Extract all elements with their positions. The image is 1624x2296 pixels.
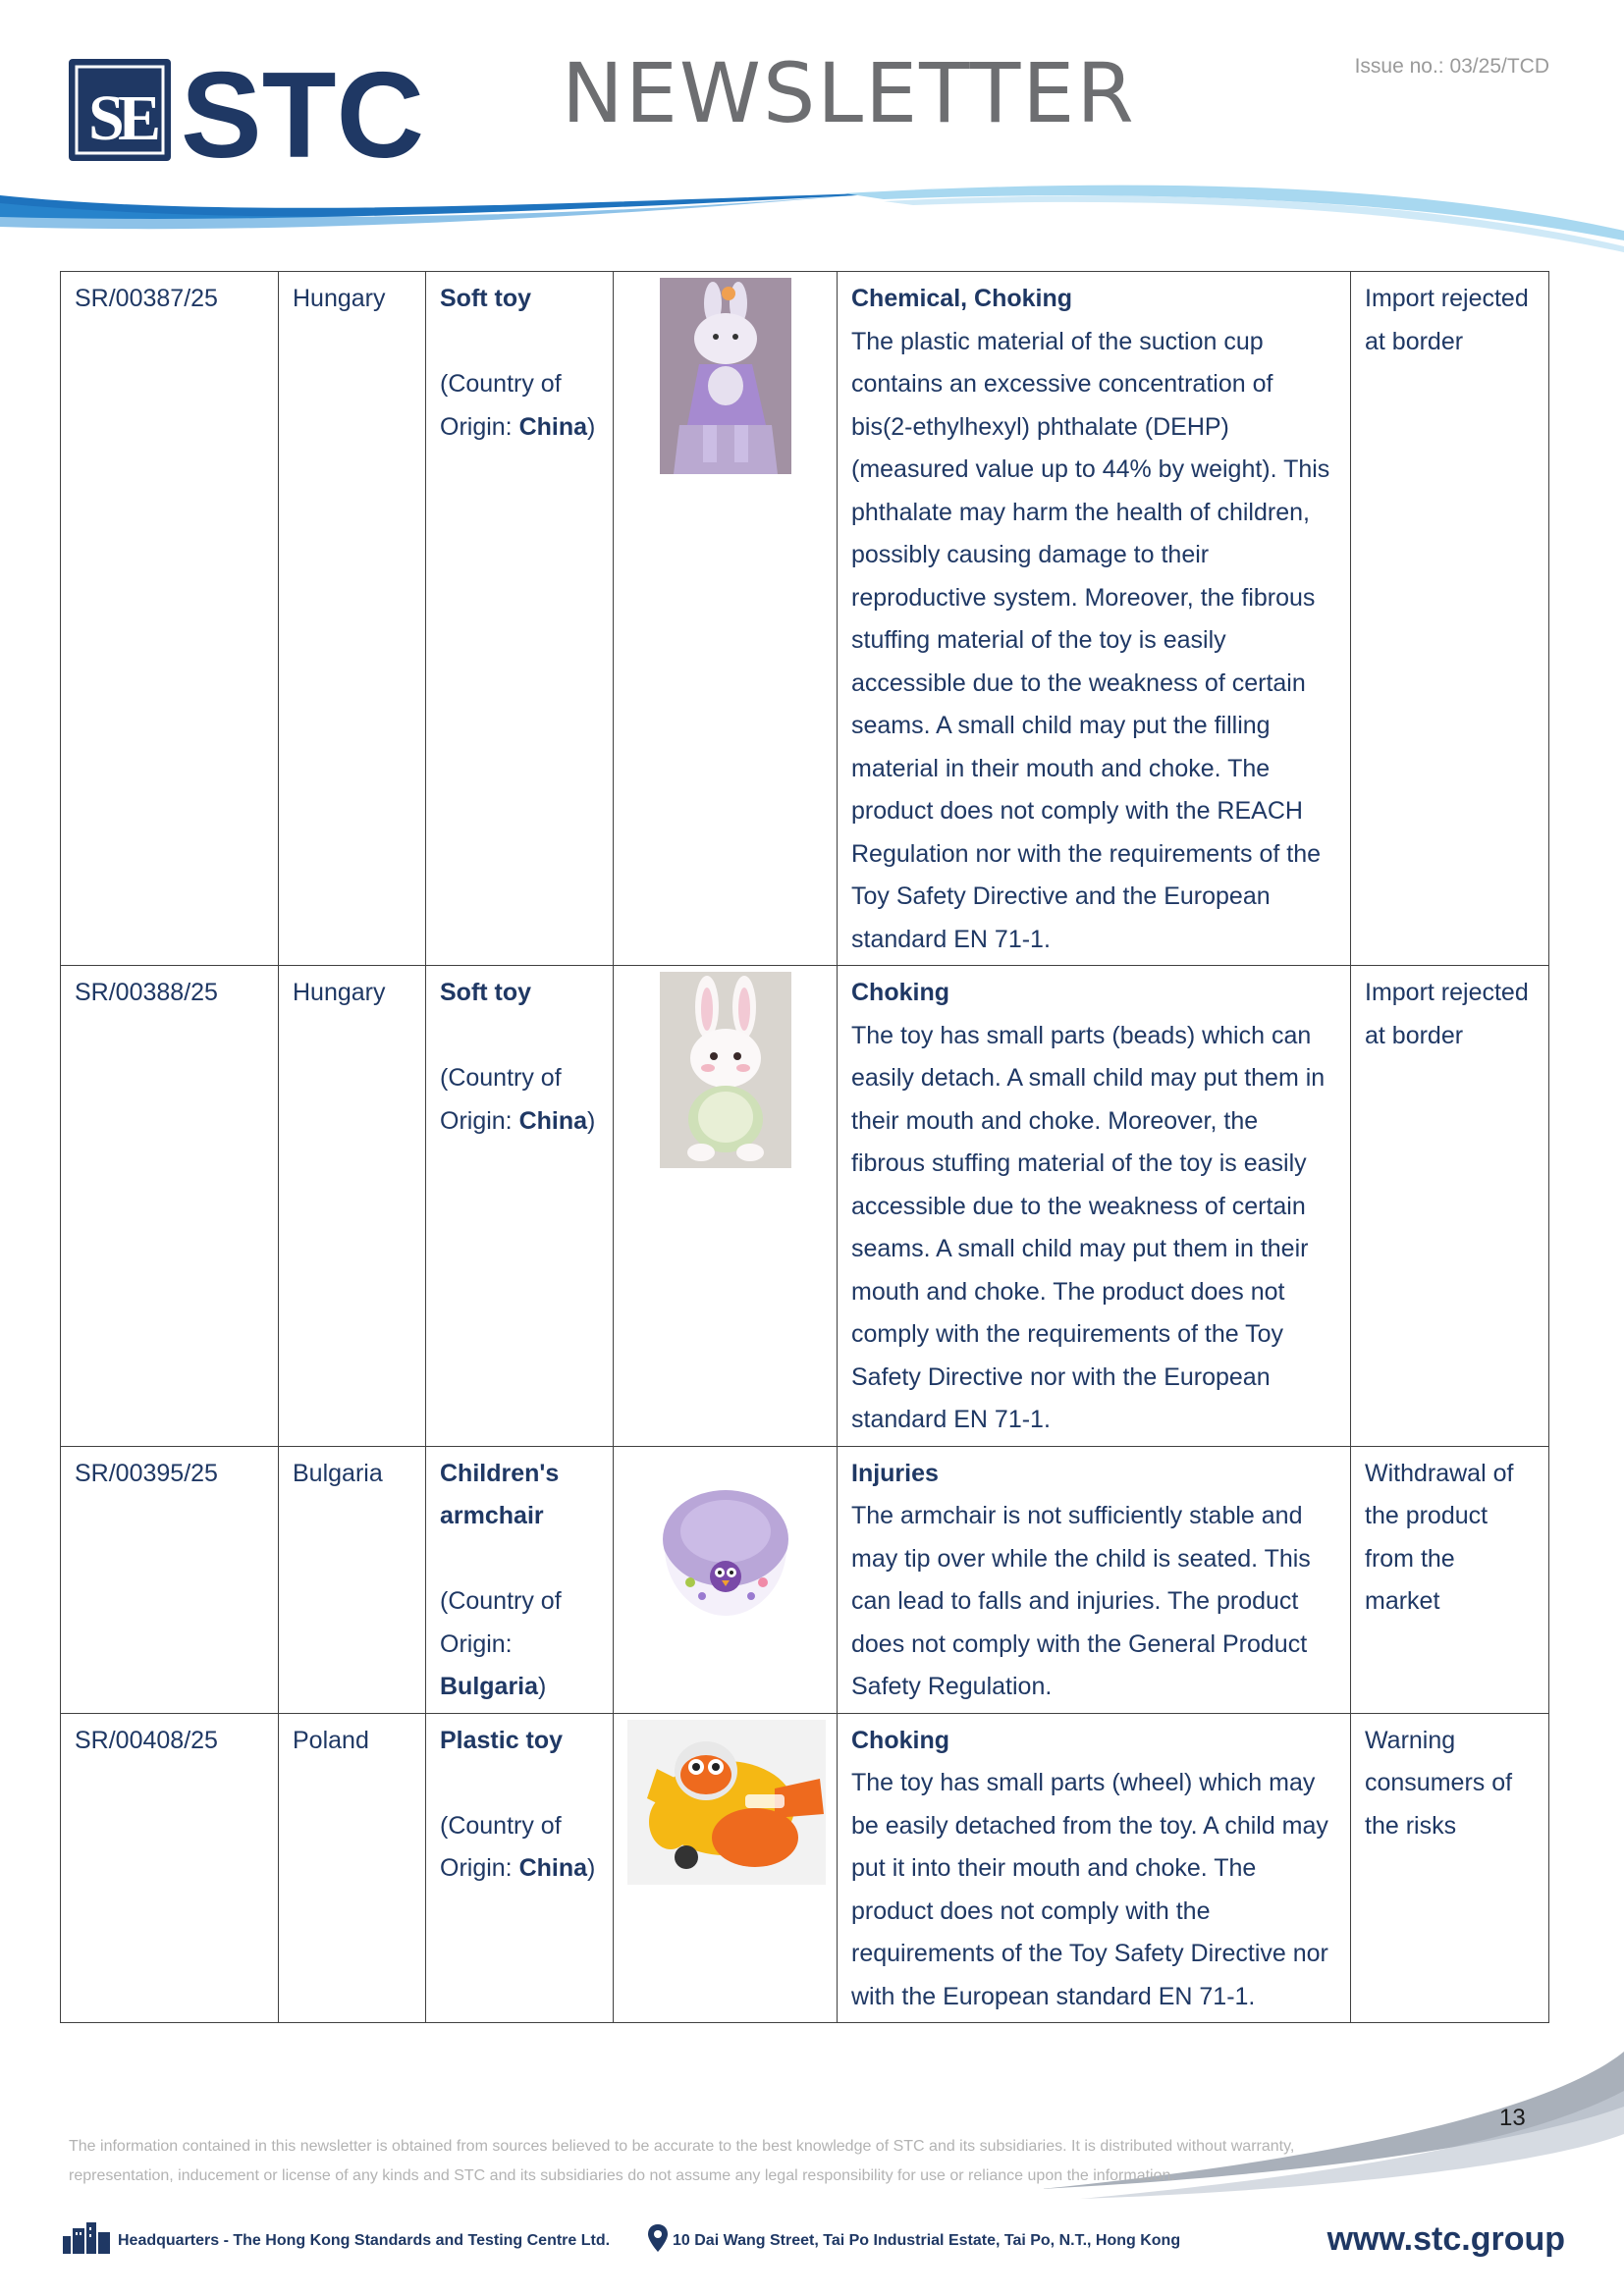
origin-country: China (518, 412, 588, 441)
product-name: Children's armchair (440, 1459, 560, 1529)
risk-description: The armchair is not sufficiently stable and may tip over while the child is seated. This can lead to falls and injuries. The product does not comply with the General Product Safety Regulation. (851, 1502, 1311, 1700)
country-cell: Poland (279, 1713, 426, 2023)
risk-type: Chemical, Choking (851, 285, 1073, 312)
stc-logo (67, 55, 460, 165)
building-icon (63, 2222, 112, 2259)
table-row (61, 272, 1549, 966)
disclaimer-text: The information contained in this newsletter is obtained from sources believed to be accurate to the best knowledge of STC and its subsidiaries. It is distributed without warranty, representation, inducement or license of any kinds and STC and its subsidiaries do not assume any legal responsibility for use or reliance upon the information. (69, 2138, 1295, 2184)
origin-prefix: (Country of Origin: (440, 1587, 562, 1658)
measure-cell: Withdrawal of the product from the market (1351, 1446, 1549, 1713)
origin-suffix: ) (538, 1673, 547, 1700)
origin-prefix: (Country of Origin: (440, 1811, 562, 1882)
product-name: Soft toy (440, 979, 532, 1006)
table-row (61, 1713, 1549, 2023)
product-cell (426, 272, 614, 966)
image-cell (614, 1713, 838, 2023)
origin-prefix: (Country of Origin: (440, 1064, 562, 1135)
toy-airplane-photo (627, 1720, 826, 1899)
footer-contact-bar (63, 2220, 1565, 2260)
newsletter-title: NEWSLETTER (562, 45, 1136, 141)
origin-country: China (518, 1106, 588, 1135)
table-row (61, 1446, 1549, 1713)
product-cell (426, 966, 614, 1447)
white-bunny-plush-photo (660, 972, 791, 1183)
product-cell (426, 1713, 614, 2023)
origin-suffix: ) (587, 1106, 596, 1135)
risk-description: The toy has small parts (beads) which can easily detach. A small child may put them in their mouth and choke. Moreover, the fibrous stuffing material of the toy is easily accessible due to the weakness of certain seams. A small child may put them in their mouth and choke. The product does not comply with the requirements of the Toy Safety Directive nor with the European standard EN 71-1. (851, 1021, 1326, 1433)
website-link[interactable]: www.stc.group (1326, 2220, 1565, 2258)
recall-table (60, 271, 1549, 2023)
risk-cell (838, 1713, 1351, 2023)
reference-cell: SR/00387/25 (61, 272, 279, 966)
purple-baby-armchair-photo (647, 1480, 804, 1642)
issue-number: Issue no.: 03/25/TCD (1354, 55, 1549, 78)
risk-cell (838, 966, 1351, 1447)
header-wave-decoration (0, 182, 1624, 260)
origin-suffix: ) (587, 1854, 596, 1882)
measure-cell: Import rejected at border (1351, 966, 1549, 1447)
reference-cell: SR/00388/25 (61, 966, 279, 1447)
logo-text: STC (181, 55, 424, 165)
origin-country: Bulgaria (440, 1673, 539, 1700)
svg-text:S: S (88, 82, 125, 154)
risk-description: The plastic material of the suction cup contains an excessive concentration of bis(2-ethylhexyl) phthalate (DEHP) (measured value up to 44% by weight). This phthalate may harm the health of children, possibly causing damage to their reproductive system. Moreover, the fibrous stuffing material of the toy is easily accessible due to the weakness of certain seams. A small child may put the filling material in their mouth and choke. The product does not comply with the REACH Regulation nor with the requirements of the Toy Safety Directive and the European standard EN 71-1. (851, 327, 1330, 953)
country-cell: Bulgaria (279, 1446, 426, 1713)
risk-cell (838, 1446, 1351, 1713)
image-cell (614, 1446, 838, 1713)
risk-type: Choking (851, 979, 949, 1006)
address-text: 10 Dai Wang Street, Tai Po Industrial Estate, Tai Po, N.T., Hong Kong (673, 2232, 1181, 2249)
measure-cell: Import rejected at border (1351, 272, 1549, 966)
product-name: Soft toy (440, 285, 532, 312)
svg-text:E: E (118, 82, 162, 154)
reference-cell: SR/00395/25 (61, 1446, 279, 1713)
page-number: 13 (1499, 2105, 1526, 2131)
origin-suffix: ) (587, 412, 596, 441)
product-cell (426, 1446, 614, 1713)
risk-description: The toy has small parts (wheel) which may be easily detached from the toy. A child may put it into their mouth and choke. The product does not comply with the requirements of the Toy Safety Directive nor with the European standard EN 71-1. (851, 1769, 1328, 2010)
headquarters-label: Headquarters - The Hong Kong Standards and Testing Centre Ltd. (118, 2232, 611, 2249)
product-name: Plastic toy (440, 1726, 564, 1754)
image-cell (614, 966, 838, 1447)
location-pin-icon (648, 2224, 668, 2257)
country-cell: Hungary (279, 966, 426, 1447)
reference-cell: SR/00408/25 (61, 1713, 279, 2023)
risk-cell (838, 272, 1351, 966)
origin-country: China (518, 1854, 588, 1882)
purple-bunny-plush-photo (660, 278, 791, 489)
country-cell: Hungary (279, 272, 426, 966)
origin-prefix: (Country of Origin: (440, 370, 562, 441)
image-cell (614, 272, 838, 966)
table-row (61, 966, 1549, 1447)
risk-type: Choking (851, 1726, 949, 1754)
risk-type: Injuries (851, 1459, 939, 1487)
measure-cell: Warning consumers of the risks (1351, 1713, 1549, 2023)
